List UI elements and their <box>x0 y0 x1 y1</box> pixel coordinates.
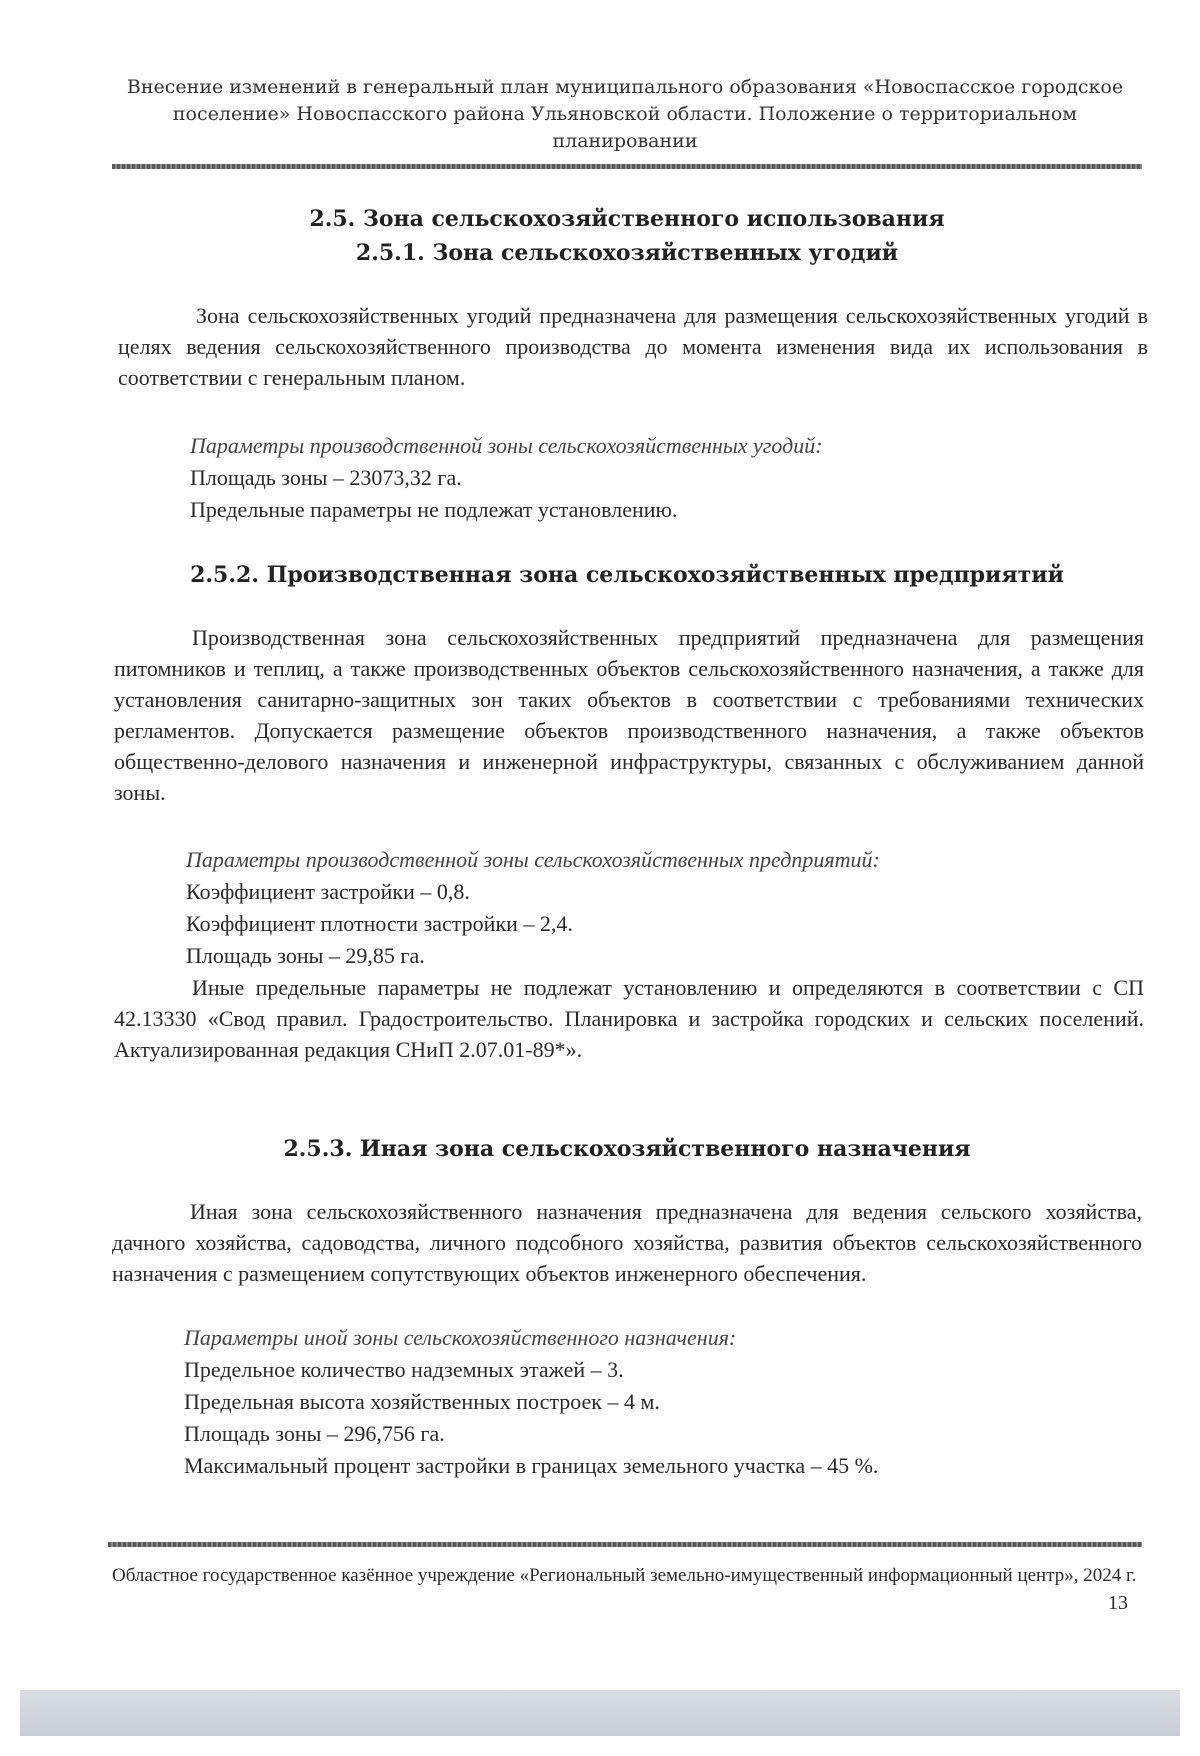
param-item: Предельные параметры не подлежат установлению. <box>190 497 678 522</box>
paragraph-agricultural-enterprises: Производственная зона сельскохозяйственных предприятий предназначена для размещения питомников и теплиц, а также производственных объектов сельскохозяйственного назначения, а также для установления санитарно-защитных зон таких объектов в соответствии с требованиями технических регламентов. Допускается размещение объектов производственного назначения, а также объектов общественно-делового назначения и инженерной инфраструктуры, связанных с обслуживанием данной зоны. <box>114 625 1144 805</box>
param-item: Площадь зоны – 296,756 га. <box>184 1421 445 1446</box>
param-item: Предельное количество надземных этажей – 3. <box>184 1357 624 1382</box>
param-item: Коэффициент застройки – 0,8. <box>186 879 470 904</box>
header-divider <box>112 164 1142 169</box>
paragraph-other-parameters: Иные предельные параметры не подлежат установлению и определяются в соответствии с СП 42.13330 «Свод правил. Градостроительство. Планировка и застройка городских и сельских поселений. Актуализированная редакция СНиП 2.07.01-89*». <box>114 975 1144 1062</box>
param-item: Коэффициент плотности застройки – 2,4. <box>186 911 573 936</box>
running-header: Внесение изменений в генеральный план муниципального образования «Новоспасское городское поселение» Новоспасского района Ульяновской области. Положение о территориальном планировании <box>126 76 1124 152</box>
footer-divider <box>108 1542 1142 1547</box>
section-title: 2.5. Зона сельскохозяйственного использования <box>309 206 945 232</box>
scanner-edge-strip <box>20 1690 1180 1736</box>
params-title-agricultural-lands: Параметры производственной зоны сельскохозяйственных угодий: <box>190 433 823 458</box>
paragraph-other-agricultural-zone: Иная зона сельскохозяйственного назначения предназначена для ведения сельского хозяйства, дачного хозяйства, садоводства, личного подсобного хозяйства, развития объектов сельскохозяйственного назначения с размещением сопутствующих объектов инженерного обеспечения. <box>112 1199 1142 1286</box>
params-title-agricultural-enterprises: Параметры производственной зоны сельскохозяйственных предприятий: <box>186 847 880 872</box>
param-item: Предельная высота хозяйственных построек – 4 м. <box>184 1389 660 1414</box>
page-number: 13 <box>1108 1592 1128 1614</box>
subsection-title-2-5-3: 2.5.3. Иная зона сельскохозяйственного назначения <box>283 1136 971 1162</box>
paragraph-agricultural-lands: Зона сельскохозяйственных угодий предназначена для размещения сельскохозяйственных угодий в целях ведения сельскохозяйственного производства до момента изменения вида их использования в соответствии с генеральным планом. <box>118 303 1148 390</box>
params-title-other-agricultural-zone: Параметры иной зоны сельскохозяйственного назначения: <box>184 1325 737 1350</box>
param-item: Площадь зоны – 29,85 га. <box>186 943 425 968</box>
subsection-title-2-5-2: 2.5.2. Производственная зона сельскохозяйственных предприятий <box>190 562 1064 588</box>
param-item: Площадь зоны – 23073,32 га. <box>190 465 462 490</box>
running-footer: Областное государственное казённое учреждение «Региональный земельно-имущественный информационный центр», 2024 г. <box>112 1565 1137 1586</box>
subsection-title-2-5-1: 2.5.1. Зона сельскохозяйственных угодий <box>355 240 899 266</box>
param-item: Максимальный процент застройки в границах земельного участка – 45 %. <box>184 1453 879 1478</box>
